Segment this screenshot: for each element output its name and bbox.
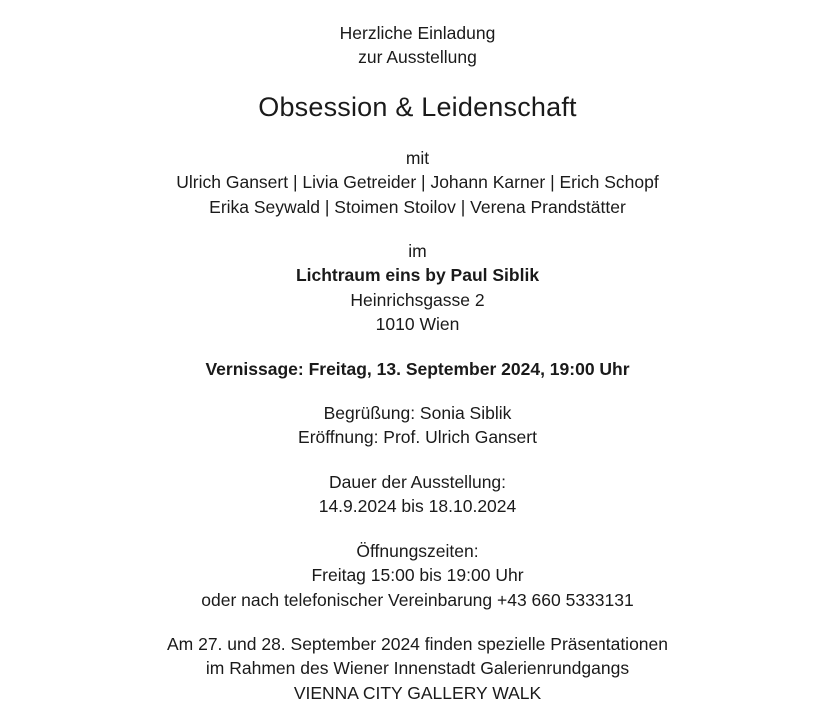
program-greeting: Begrüßung: Sonia Siblik <box>323 403 512 424</box>
duration-section <box>23 470 813 519</box>
invitation-document <box>23 21 813 705</box>
vernissage-section <box>23 357 813 381</box>
venue-section <box>23 239 813 337</box>
special-event-line-3: VIENNA CITY GALLERY WALK <box>293 682 542 703</box>
opening-hours-label: Öffnungszeiten: <box>356 540 479 561</box>
vernissage-line: Vernissage: Freitag, 13. September 2024, 19:00 Uhr <box>205 358 630 379</box>
venue-city: 1010 Wien <box>375 314 460 335</box>
opening-hours-section <box>23 539 813 612</box>
artists-line-1: Ulrich Gansert | Livia Getreider | Johann Karner | Erich Schopf <box>176 172 659 193</box>
duration-dates: 14.9.2024 bis 18.10.2024 <box>318 496 517 517</box>
special-event-line-1: Am 27. und 28. September 2024 finden spezielle Präsentationen <box>166 633 669 654</box>
artists-prefix: mit <box>405 147 430 168</box>
intro-line-1: Herzliche Einladung <box>339 23 496 43</box>
venue-prefix: im <box>408 241 427 262</box>
program-opening: Eröffnung: Prof. Ulrich Gansert <box>298 427 537 448</box>
program-section <box>23 401 813 450</box>
intro-line-2: zur Ausstellung <box>358 47 477 68</box>
special-event-line-2: im Rahmen des Wiener Innenstadt Galerienrundgangs <box>205 658 630 679</box>
venue-street: Heinrichsgasse 2 <box>350 289 485 310</box>
special-event-section <box>23 632 813 705</box>
venue-name: Lichtraum eins by Paul Siblik <box>295 265 540 286</box>
artists-line-2: Erika Seywald | Stoimen Stoilov | Verena Prandstätter <box>209 196 626 217</box>
duration-label: Dauer der Ausstellung: <box>328 471 507 492</box>
artists-section <box>23 146 813 219</box>
exhibition-title: Obsession & Leidenschaft <box>258 91 577 122</box>
opening-hours-line-1: Freitag 15:00 bis 19:00 Uhr <box>311 565 524 586</box>
intro-section <box>23 21 813 70</box>
opening-hours-line-2: oder nach telefonischer Vereinbarung +43 660 5333131 <box>201 589 634 610</box>
